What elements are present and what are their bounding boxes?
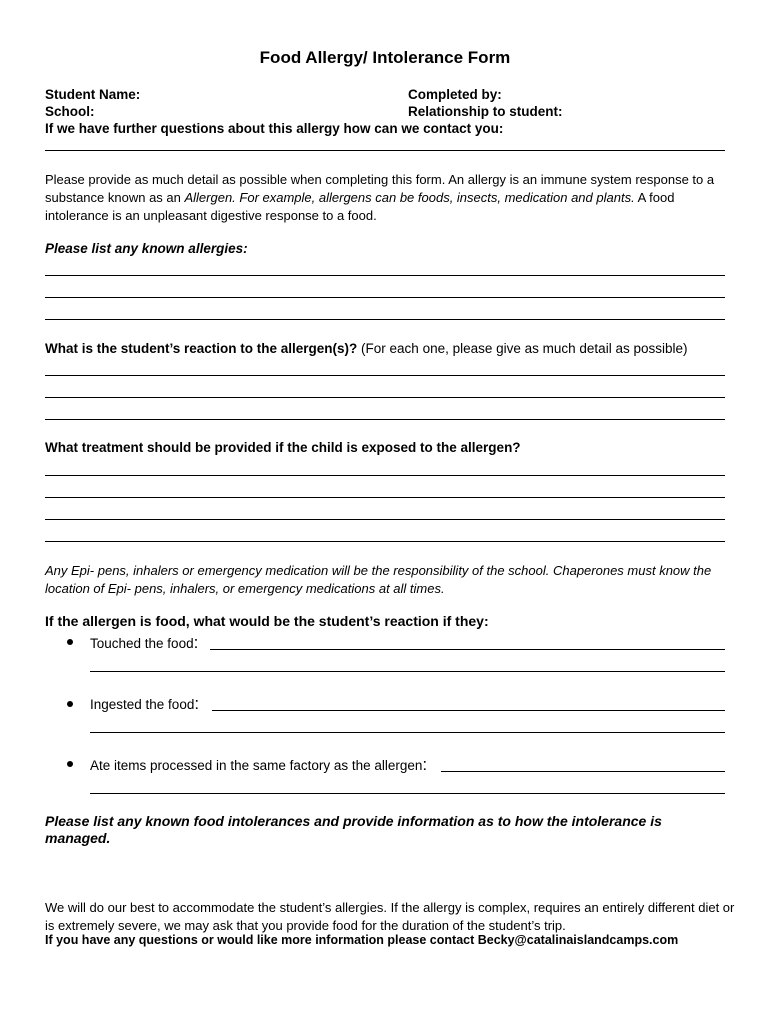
reaction-line-2[interactable] xyxy=(45,397,725,398)
student-name-label: Student Name: xyxy=(45,87,141,102)
ingested-food-colon: : xyxy=(194,694,200,713)
food-reaction-question: If the allergen is food, what would be the student’s reaction if they: xyxy=(45,613,489,629)
treatment-line-3[interactable] xyxy=(45,519,725,520)
touched-food-line-2[interactable] xyxy=(90,671,725,672)
treatment-line-2[interactable] xyxy=(45,497,725,498)
allergies-line-3[interactable] xyxy=(45,319,725,320)
allergies-line-2[interactable] xyxy=(45,297,725,298)
bullet-icon xyxy=(67,639,73,645)
ingested-food-text: Ingested the food xyxy=(90,697,195,712)
touched-food-line-1[interactable] xyxy=(210,649,725,650)
touched-food-text: Touched the food xyxy=(90,636,194,651)
reaction-question: What is the student’s reaction to the allergen(s)? xyxy=(45,341,358,356)
epi-pen-note: Any Epi- pens, inhalers or emergency medication will be the responsibility of the school. Chaperones must know the location of Epi- pens, inhalers, or emergency medications at all times. xyxy=(45,563,712,596)
treatment-question: What treatment should be provided if the child is exposed to the allergen? xyxy=(45,440,521,455)
contact-question: If we have further questions about this allergy how can we contact you: xyxy=(45,121,504,136)
ingested-food-line-2[interactable] xyxy=(90,732,725,733)
processed-food-colon: : xyxy=(422,755,428,774)
bullet-icon xyxy=(67,701,73,707)
contact-answer-line[interactable] xyxy=(45,150,725,151)
processed-food-label xyxy=(90,755,427,775)
intro-paragraph xyxy=(45,171,730,225)
reaction-line-1[interactable] xyxy=(45,375,725,376)
intro-text-2: A food intolerance is an unpleasant digestive response to a food. xyxy=(45,190,675,223)
intro-allergen-definition: Allergen. For example, allergens can be foods, insects, medication and plants. xyxy=(184,190,635,205)
form-title: Food Allergy/ Intolerance Form xyxy=(259,48,511,67)
touched-food-colon: : xyxy=(193,633,199,652)
processed-food-line-2[interactable] xyxy=(90,793,725,794)
contact-line: If you have any questions or would like more information please contact Becky@catalinaislandcamps.com xyxy=(45,933,679,947)
treatment-line-4[interactable] xyxy=(45,541,725,542)
allergies-prompt: Please list any known allergies: xyxy=(45,241,248,256)
ingested-food-line-1[interactable] xyxy=(212,710,725,711)
completed-by-label: Completed by: xyxy=(408,87,502,102)
relationship-label: Relationship to student: xyxy=(408,104,563,119)
ingested-food-label xyxy=(90,694,199,714)
allergies-line-1[interactable] xyxy=(45,275,725,276)
reaction-prompt xyxy=(45,341,687,356)
intolerances-prompt: Please list any known food intolerances and provide information as to how the intolerance is managed. xyxy=(45,813,662,846)
processed-food-text: Ate items processed in the same factory as the allergen xyxy=(90,758,423,773)
reaction-note: (For each one, please give as much detail as possible) xyxy=(357,341,688,356)
touched-food-label xyxy=(90,633,198,653)
treatment-line-1[interactable] xyxy=(45,475,725,476)
intro-text-1: Please provide as much detail as possible when completing this form. An allergy is an immune system response to a substance known as an xyxy=(45,172,715,205)
closing-paragraph: We will do our best to accommodate the student’s allergies. If the allergy is complex, requires an entirely different diet or is extremely severe, we may ask that you provide food for the duration of the student’s trip. xyxy=(45,900,735,933)
bullet-icon xyxy=(67,761,73,767)
reaction-line-3[interactable] xyxy=(45,419,725,420)
processed-food-line-1[interactable] xyxy=(441,771,725,772)
school-label: School: xyxy=(45,104,95,119)
